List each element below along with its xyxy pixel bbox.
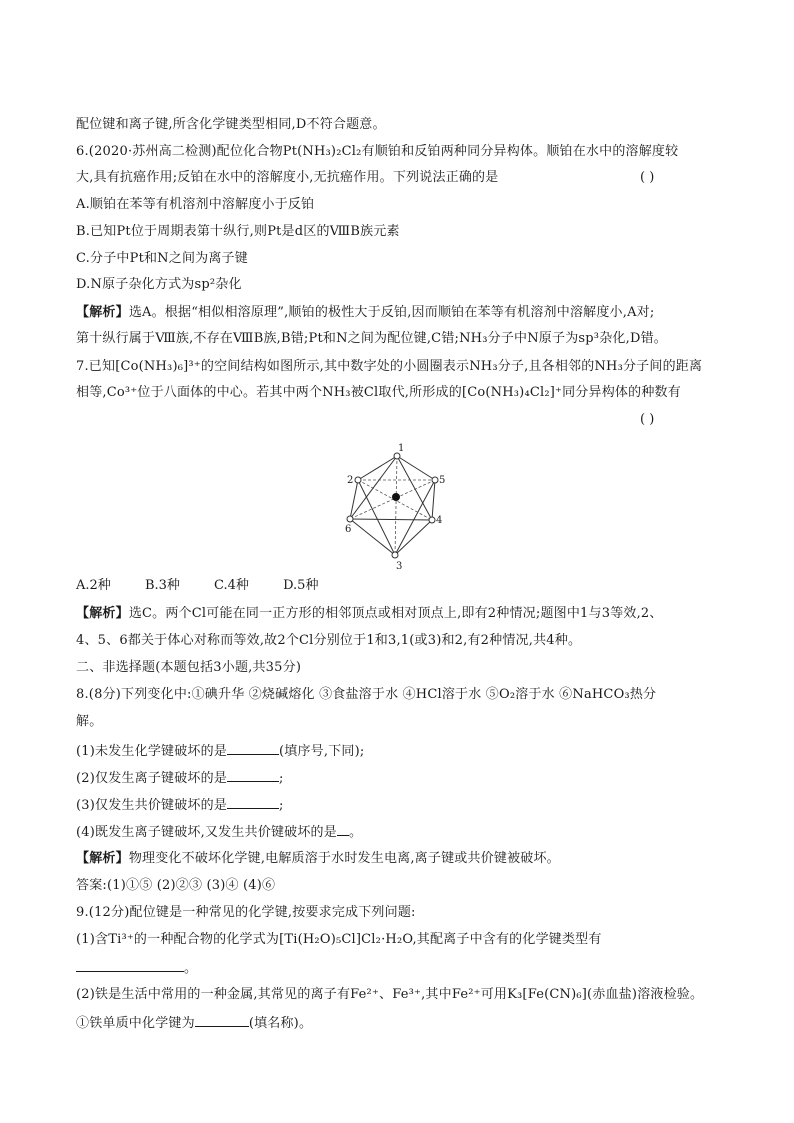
question-9-stem: 9.(12分)配位键是一种常见的化学键,按要求完成下列问题: [76, 905, 416, 920]
punctuation: 。 [184, 961, 198, 976]
answer-blank [195, 1013, 249, 1027]
label-5: 5 [439, 475, 446, 486]
part-text: (填名称)。 [248, 1016, 313, 1031]
text-line: 配位键和离子键,所含化学键类型相同,D不符合题意。 [76, 117, 386, 132]
question-8-stem: 8.(8分)下列变化中:①碘升华 ②烧碱熔化 ③食盐溶于水 ④HCl溶于水 ⑤O₂溶于水 ⑥NaHCO₃热分 [76, 687, 657, 702]
cobalt-center [392, 493, 400, 501]
question-8-part-4 [76, 822, 362, 841]
ligand-4 [429, 517, 435, 523]
answer-blank [227, 768, 279, 782]
analysis-6-line-1 [76, 304, 654, 321]
question-9-part-1: (1)含Ti³⁺的一种配合物的化学式为[Ti(H₂O)₅Cl]Cl₂·H₂O,其配离子中含有的化学键类型有 [76, 932, 602, 947]
punctuation: 。 [348, 825, 363, 840]
ligand-5 [432, 477, 438, 483]
answer-paren: ( ) [640, 412, 655, 427]
answer-8: 答案:(1)①⑤ (2)②③ (3)④ (4)⑥ [76, 878, 276, 893]
analysis-7-line-1 [76, 605, 663, 622]
answer-paren: ( ) [640, 170, 655, 185]
question-7-options [76, 577, 348, 594]
octahedron-figure [336, 440, 466, 570]
part-text: (1)未发生化学键破坏的是 [76, 744, 228, 759]
question-9-part-1-blank [76, 958, 197, 977]
option-d: D.N原子杂化方式为sp²杂化 [76, 277, 242, 292]
part-text: (填序号,下同); [279, 744, 365, 759]
analysis-text: 选A。根据“相似相溶原理”,顺铂的极性大于反铂,因而顺铂在苯等有机溶剂中溶解度小,A对; [128, 305, 655, 320]
part-text: ①铁单质中化学键为 [76, 1016, 195, 1031]
part-text: (2)仅发生离子键破坏的是 [76, 771, 228, 786]
ligand-3 [392, 552, 398, 558]
ligand-2 [355, 477, 361, 483]
question-7-stem: 7.已知[Co(NH₃)₆]³⁺的空间结构如图所示,其中数字处的小圆圈表示NH₃分子,且各相邻的NH₃分子间的距离 [76, 359, 703, 374]
option-c: C.分子中Pt和N之间为离子键 [76, 251, 248, 266]
part-text: (4)既发生离子键破坏,又发生共价键破坏的是 [76, 825, 337, 840]
label-4: 4 [436, 515, 443, 526]
analysis-7-line-2: 4、5、6都关于体心对称而等效,故2个Cl分别位于1和3,1(或3)和2,有2种情况,共4种。 [76, 633, 582, 648]
answer-blank [227, 795, 279, 809]
punctuation: ; [279, 771, 284, 786]
option-c: C.4种 [214, 578, 249, 593]
ligand-6 [347, 516, 353, 522]
label-2: 2 [347, 475, 354, 486]
option-a: A.2种 [76, 578, 111, 593]
question-8-part-3 [76, 795, 284, 814]
option-d: D.5种 [283, 578, 319, 593]
answer-blank [76, 958, 184, 972]
analysis-6-line-2: 第十纵行属于Ⅷ族,不存在ⅧB族,B错;Pt和N之间为配位键,C错;NH₃分子中N原子为sp³杂化,D错。 [76, 331, 667, 346]
question-7-stem-2: 相等,Co³⁺位于八面体的中心。若其中两个NH₃被Cl取代,所形成的[Co(NH₃)₄Cl₂]⁺同分异构体的种数有 [76, 385, 681, 400]
question-9-part-2-sub-1 [76, 1013, 312, 1032]
analysis-text: 物理变化不破坏化学键,电解质溶于水时发生电离,离子键或共价键被破坏。 [128, 851, 560, 866]
section-heading: 二、非选择题(本题包括3小题,共35分) [76, 660, 302, 675]
analysis-text: 选C。两个Cl可能在同一正方形的相邻顶点或相对顶点上,即有2种情况;题图中1与3等效,2、 [128, 606, 663, 621]
question-9-part-2: (2)铁是生活中常用的一种金属,其常见的离子有Fe²⁺、Fe³⁺,其中Fe²⁺可用K₃[Fe(CN)₆](赤血盐)溶液检验。 [76, 987, 704, 1002]
question-6-stem: 6.(2020·苏州高二检测)配位化合物Pt(NH₃)₂Cl₂有顺铂和反铂两种同分异构体。顺铂在水中的溶解度较 [76, 144, 679, 159]
answer-blank [337, 822, 349, 836]
option-b: B.已知Pt位于周期表第十纵行,则Pt是d区的ⅧB族元素 [76, 224, 400, 239]
question-6-stem-2: 大,具有抗癌作用;反铂在水中的溶解度小,无抗癌作用。下列说法正确的是 [76, 170, 499, 185]
analysis-8 [76, 850, 560, 867]
analysis-tag: 【解析】 [76, 305, 129, 320]
question-8-part-2 [76, 768, 284, 787]
option-a: A.顺铂在苯等有机溶剂中溶解度小于反铂 [76, 197, 315, 212]
label-1: 1 [398, 443, 405, 454]
part-text: (3)仅发生共价键破坏的是 [76, 798, 228, 813]
answer-blank [227, 741, 279, 755]
analysis-tag: 【解析】 [76, 851, 129, 866]
option-b: B.3种 [144, 578, 180, 593]
punctuation: ; [279, 798, 284, 813]
question-8-stem-2: 解。 [76, 714, 103, 729]
label-6: 6 [345, 524, 352, 535]
question-8-part-1 [76, 741, 364, 760]
analysis-tag: 【解析】 [76, 606, 129, 621]
label-3: 3 [396, 561, 403, 570]
